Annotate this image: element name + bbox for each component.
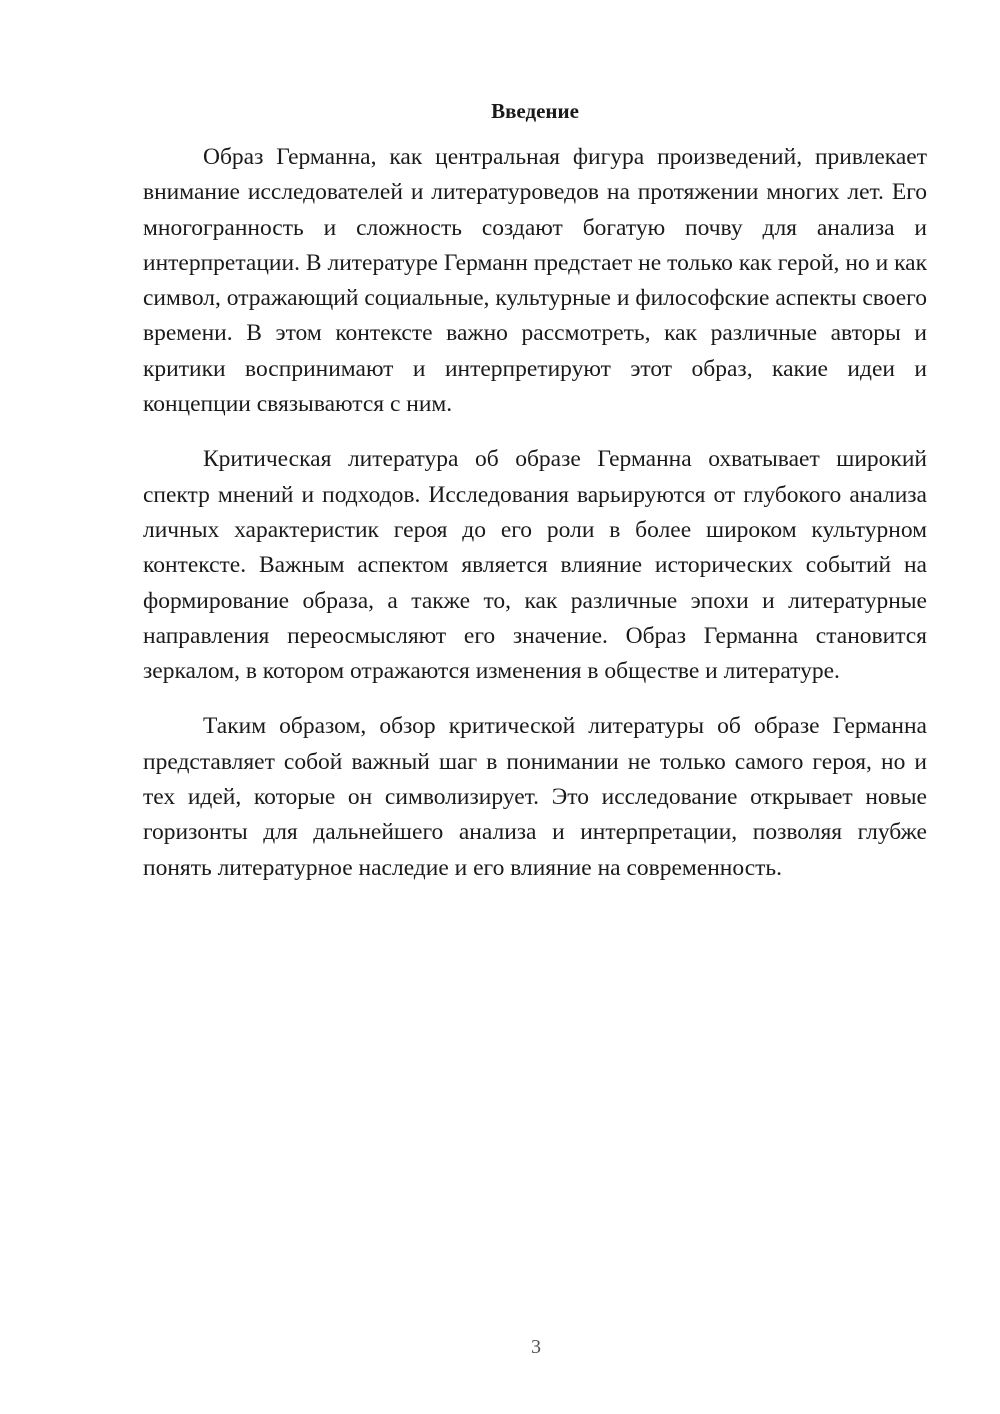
page-content [143, 96, 927, 906]
paragraph-1: Образ Германна, как центральная фигура произведений, привлекает внимание исследователей и литературоведов на протяжении многих лет. Его многогранность и сложность создают богатую почву для анализа и интерпретации. В литературе Германн предстает не только как герой, но и как символ, отражающий социальные, культурные и философские аспекты своего времени. В этом контексте важно рассмотреть, как различные авторы и критики воспринимают и интерпретируют этот образ, какие идеи и концепции связываются с ним. [143, 144, 927, 418]
paragraph-3: Таким образом, обзор критической литературы об образе Германна представляет собой важный шаг в понимании не только самого героя, но и тех идей, которые он символизирует. Это исследование открывает новые горизонты для дальнейшего анализа и интерпретации, позволяя глубже понять литературное наследие и его влияние на современность. [143, 713, 927, 881]
page-number: 3 [531, 1336, 541, 1358]
section-heading: Введение [491, 99, 579, 123]
paragraph-2: Критическая литература об образе Германна охватывает широкий спектр мнений и подходов. Исследования варьируются от глубокого анализа личных характеристик героя до его роли в более широком культурном контексте. Важным аспектом является влияние исторических событий на формирование образа, а также то, как различные эпохи и литературные направления переосмысляют его значение. Образ Германна становится зеркалом, в котором отражаются изменения в обществе и литературе. [143, 446, 927, 685]
